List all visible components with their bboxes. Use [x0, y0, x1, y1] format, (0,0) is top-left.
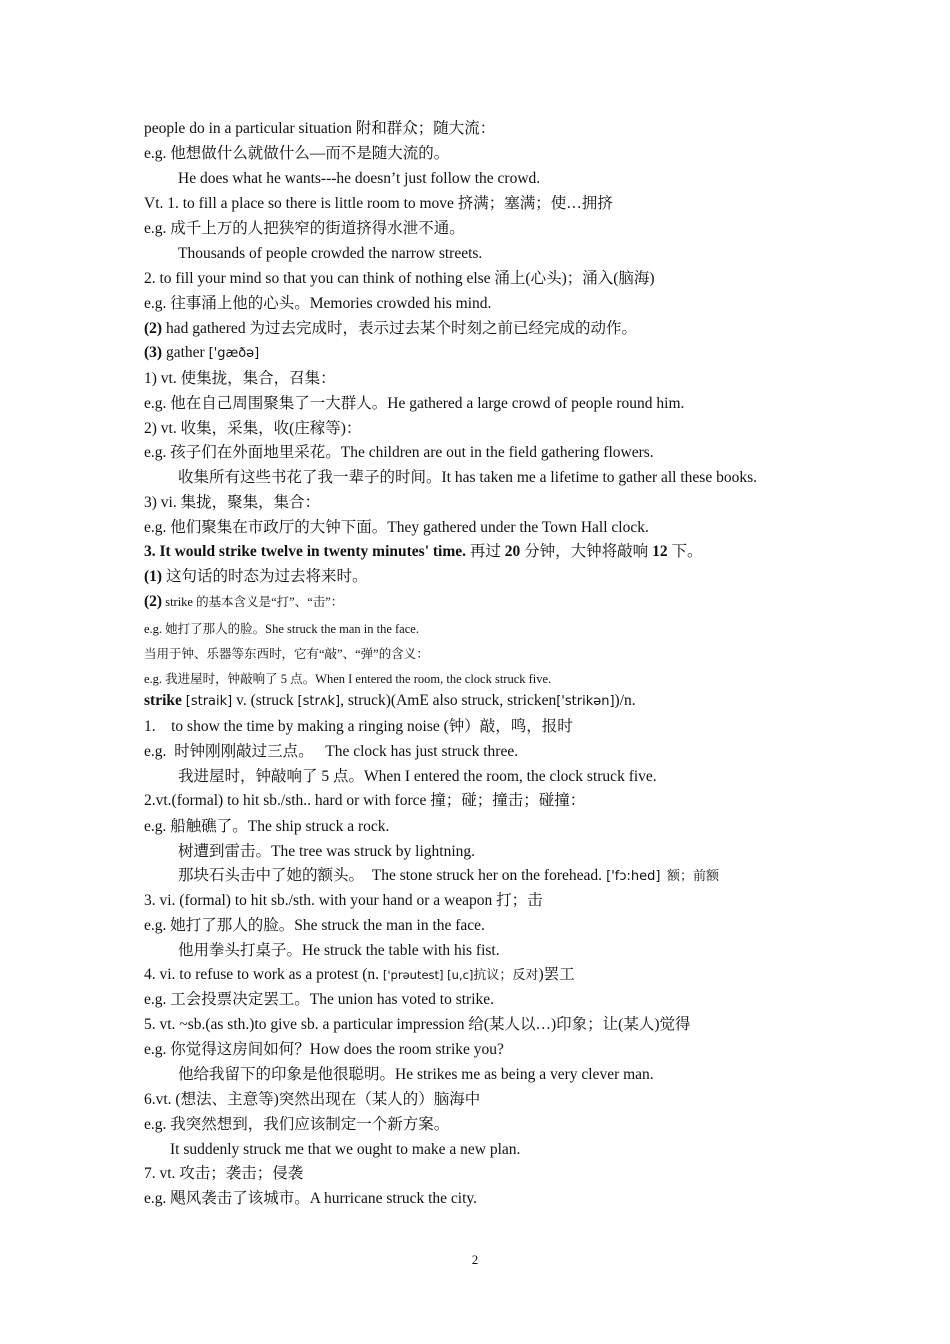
section-heading: 3. It would strike twelve in twenty minutes' time. 再过 20 分钟，大钟将敲响 12 下。: [144, 543, 703, 560]
example-line: e.g. 飓风袭击了该城市。A hurricane struck the city.: [144, 1190, 478, 1207]
example-line: e.g. 她打了那人的脸。She struck the man in the face.: [144, 917, 485, 934]
section-line: (2) strike 的基本含义是“打”、“击”：: [144, 593, 344, 610]
section-line: (1) 这句话的时态为过去将来时。: [144, 568, 368, 585]
example-line: e.g. 我突然想到，我们应该制定一个新方案。: [144, 1116, 450, 1133]
example-line: e.g. 工会投票决定罢工。The union has voted to strike.: [144, 991, 494, 1008]
example-line: e.g. 时钟刚刚敲过三点。 The clock has just struck three.: [144, 743, 519, 760]
entry-headword-line: strike [straik] v. (struck [strʌk], struck)(AmE also struck, stricken['strikən])/n.: [144, 692, 636, 709]
example-line: 收集所有这些书花了我一辈子的时间。It has taken me a lifetime to gather all these books.: [178, 469, 757, 486]
example-line: 他用拳头打桌子。He struck the table with his fist.: [178, 942, 500, 959]
example-line: e.g. 船触礁了。The ship struck a rock.: [144, 818, 390, 835]
example-line: He does what he wants---he doesn’t just follow the crowd.: [178, 170, 541, 187]
definition-line: 1. to show the time by making a ringing noise (钟）敲，鸣，报时: [144, 718, 573, 735]
definition-line: 4. vi. to refuse to work as a protest (n. ['prəutest] [u,c]抗议；反对)罢工: [144, 966, 575, 983]
phonetic: ['fɔ:hed]: [602, 869, 661, 884]
definition-line: Vt. 1. to fill a place so there is little room to move 挤满；塞满；使…拥挤: [144, 195, 613, 212]
definition-line: 2) vt. 收集，采集，收(庄稼等)：: [144, 420, 362, 437]
definition-line: 7. vt. 攻击；袭击；侵袭: [144, 1165, 304, 1182]
phonetic: ['strikən]: [556, 694, 615, 709]
example-line: 那块石头击中了她的额头。 The stone struck her on the forehead. ['fɔ:hed] 额；前额: [178, 867, 719, 884]
definition-line: 5. vt. ~sb.(as sth.)to give sb. a particular impression 给(某人以…)印象；让(某人)觉得: [144, 1016, 691, 1033]
text-line: 当用于钟、乐器等东西时，它有“敲”、“弹”的含义：: [144, 647, 429, 661]
example-line: e.g. 他想做什么就做什么—而不是随大流的。: [144, 145, 450, 162]
phonetic: [straik]: [185, 694, 233, 709]
example-line: It suddenly struck me that we ought to make a new plan.: [170, 1141, 521, 1158]
section-line: (2) had gathered 为过去完成时，表示过去某个时刻之前已经完成的动作。: [144, 320, 637, 337]
example-line: 我进屋时，钟敲响了 5 点。When I entered the room, the clock struck five.: [178, 768, 657, 785]
example-line: e.g. 他在自己周围聚集了一大群人。He gathered a large crowd of people round him.: [144, 395, 685, 412]
example-line: 他给我留下的印象是他很聪明。He strikes me as being a very clever man.: [178, 1066, 654, 1083]
section-line: (3) gather ['gæðə]: [144, 344, 260, 361]
definition-line: 3. vi. (formal) to hit sb./sth. with your hand or a weapon 打；击: [144, 892, 543, 909]
definition-line: 2. to fill your mind so that you can think of nothing else 涌上(心头)；涌入(脑海): [144, 270, 655, 287]
definition-line: 1) vt. 使集拢，集合，召集：: [144, 370, 336, 387]
phonetic: [strʌk]: [297, 694, 341, 709]
definition-line: 2.vt.(formal) to hit sb./sth.. hard or with force 撞；碰；撞击；碰撞：: [144, 792, 586, 809]
example-line: e.g. 孩子们在外面地里采花。The children are out in the field gathering flowers.: [144, 444, 654, 461]
example-line: e.g. 往事涌上他的心头。Memories crowded his mind.: [144, 295, 492, 312]
page-number: 2: [471, 1252, 479, 1267]
example-line: e.g. 你觉得这房间如何？How does the room strike you?: [144, 1041, 504, 1058]
phonetic: ['gæðə]: [208, 346, 260, 361]
definition-line: 6.vt. (想法、主意等)突然出现在（某人的）脑海中: [144, 1091, 481, 1108]
definition-line: 3) vi. 集拢，聚集，集合：: [144, 494, 321, 511]
example-line: 树遭到雷击。The tree was struck by lightning.: [178, 843, 476, 860]
example-line: e.g. 她打了那人的脸。She struck the man in the face.: [144, 622, 419, 636]
example-line: e.g. 成千上万的人把狭窄的街道挤得水泄不通。: [144, 220, 465, 237]
example-line: Thousands of people crowded the narrow streets.: [178, 245, 483, 262]
phonetic: ['prəutest] [u,c]: [382, 968, 474, 982]
example-line: e.g. 他们聚集在市政厅的大钟下面。They gathered under the Town Hall clock.: [144, 519, 649, 536]
example-line: e.g. 我进屋时，钟敲响了 5 点。When I entered the room, the clock struck five.: [144, 672, 552, 686]
text-line: people do in a particular situation 附和群众；随大流：: [144, 120, 496, 137]
